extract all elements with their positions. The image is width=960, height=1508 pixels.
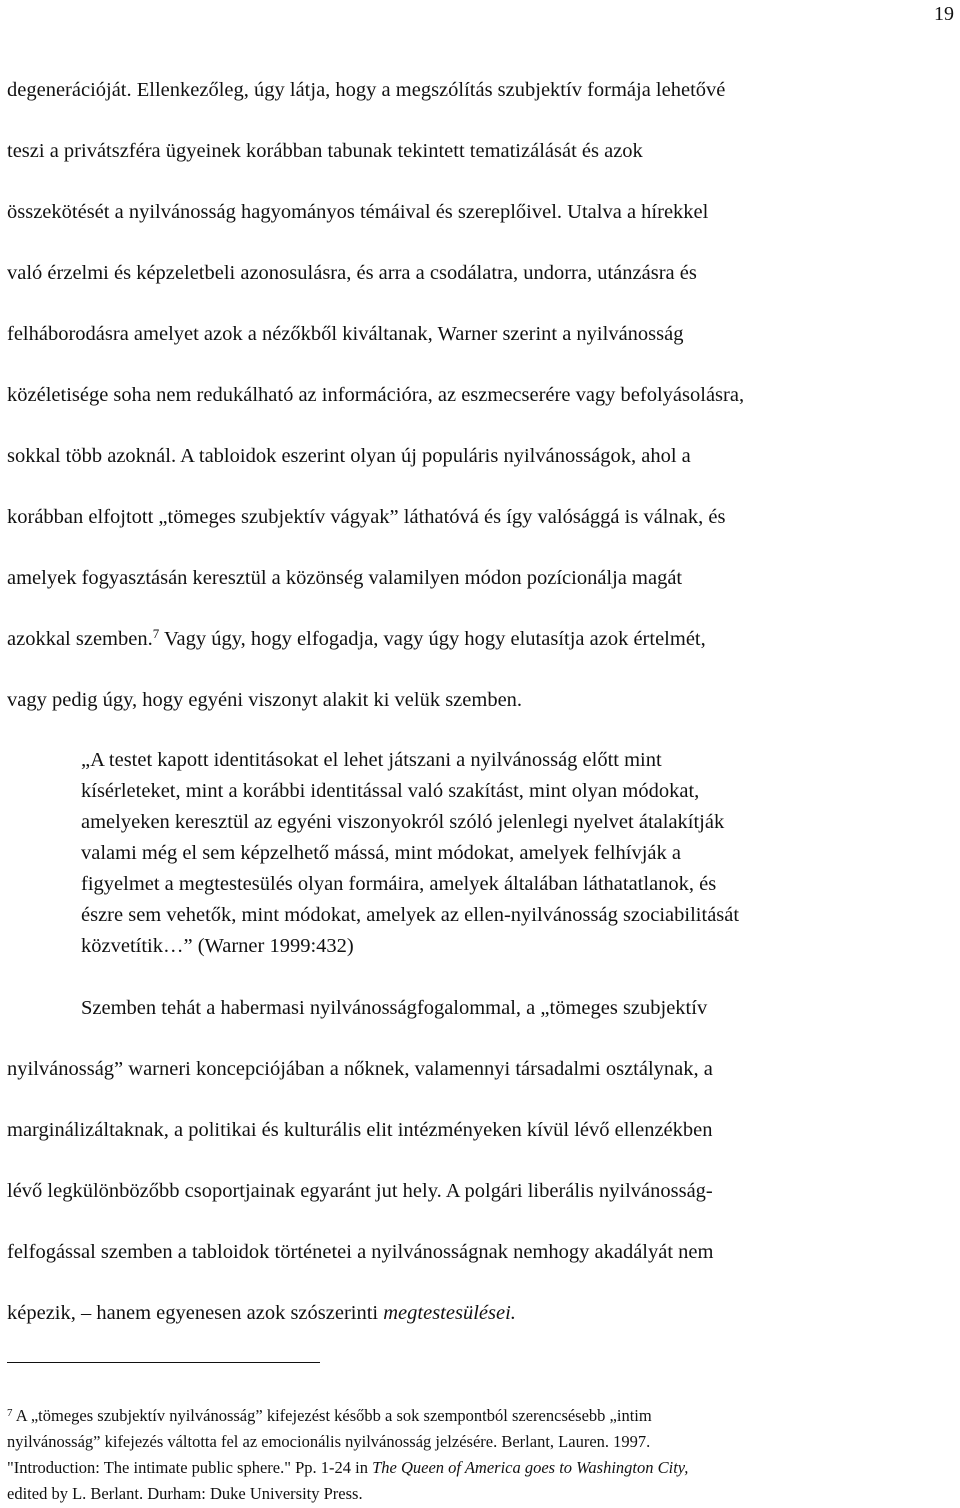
paragraph-line: felfogással szemben a tabloidok történetei a nyilvánosságnak nemhogy akadályát nem	[7, 1241, 714, 1263]
footnote-text: "Introduction: The intimate public sphere." Pp. 1-24 in	[7, 1458, 373, 1477]
paragraph-text: Vagy úgy, hogy elfogadja, vagy úgy hogy elutasítja azok értelmét,	[159, 628, 706, 650]
paragraph-text: azokkal szemben.	[7, 628, 153, 650]
paragraph-text: képezik, – hanem egyenesen azok szószerinti	[7, 1302, 384, 1324]
block-quote	[81, 745, 739, 962]
paragraph-line: való érzelmi és képzeletbeli azonosulásra, és arra a csodálatra, undorra, utánzásra és	[7, 262, 697, 284]
book-title: The Queen of America goes to Washington City,	[372, 1458, 689, 1477]
quote-line: észre sem vehetők, mint módokat, amelyek az ellen-nyilvánosság szociabilitását	[81, 904, 740, 926]
paragraph-line-with-footnote-ref	[7, 609, 959, 670]
quote-line: „A testet kapott identitásokat el lehet játszani a nyilvánosság előtt mint	[81, 749, 662, 771]
footnote-separator	[7, 1362, 320, 1363]
footnote	[7, 1403, 688, 1507]
paragraph-1	[7, 60, 959, 731]
footnote-text: A „tömeges szubjektív nyilvánosság” kifejezést később a sok szempontból szerencsésebb „intim	[12, 1406, 652, 1425]
footnote-line: edited by L. Berlant. Durham: Duke University Press.	[7, 1484, 363, 1503]
paragraph-line: összekötését a nyilvánosság hagyományos témáival és szereplőivel. Utalva a hírekkel	[7, 201, 709, 223]
page-number: 19	[934, 3, 954, 25]
paragraph-2	[7, 978, 959, 1344]
emphasized-term: megtestesülései.	[383, 1302, 516, 1324]
footnote-line	[7, 1455, 688, 1481]
footnote-marker: 7	[7, 1407, 13, 1419]
paragraph-line: korábban elfojtott „tömeges szubjektív vágyak” láthatóvá és így valósággá is válnak, és	[7, 506, 726, 528]
paragraph-line: degenerációját. Ellenkezőleg, úgy látja, hogy a megszólítás szubjektív formája lehetővé	[7, 79, 726, 101]
paragraph-line: felháborodásra amelyet azok a nézőkből kiváltanak, Warner szerint a nyilvánosság	[7, 323, 684, 345]
paragraph-line: sokkal több azoknál. A tabloidok eszerint olyan új populáris nyilvánosságok, ahol a	[7, 445, 691, 467]
paragraph-line: teszi a privátszféra ügyeinek korábban tabunak tekintett tematizálását és azok	[7, 140, 643, 162]
paragraph-line: marginálizáltaknak, a politikai és kulturális elit intézményeken kívül lévő ellenzékben	[7, 1119, 713, 1141]
quote-line: amelyeken keresztül az egyéni viszonyokról szóló jelenlegi nyelvet átalakítják	[81, 811, 725, 833]
footnote-reference[interactable]: 7	[152, 626, 160, 641]
quote-line: figyelmet a megtestesülés olyan formáira, amelyek általában láthatatlanok, és	[81, 873, 717, 895]
quote-line: valami még el sem képzelhető mássá, mint módokat, amelyek felhívják a	[81, 842, 682, 864]
paragraph-line	[7, 1283, 959, 1344]
paragraph-line: nyilvánosság” warneri koncepciójában a nőknek, valamennyi társadalmi osztálynak, a	[7, 1058, 713, 1080]
footnote-line	[7, 1403, 688, 1429]
paragraph-line: lévő legkülönbözőbb csoportjainak egyaránt jut hely. A polgári liberális nyilvánosság-	[7, 1180, 713, 1202]
quote-line: kísérleteket, mint a korábbi identitással való szakítást, mint olyan módokat,	[81, 780, 700, 802]
quote-line: közvetítik…” (Warner 1999:432)	[81, 935, 354, 957]
footnote-line: nyilvánosság” kifejezés váltotta fel az emocionális nyilvánosság jelzésére. Berlant, Lauren. 1997.	[7, 1432, 651, 1451]
paragraph-line: Szemben tehát a habermasi nyilvánosságfogalommal, a „tömeges szubjektív	[81, 997, 708, 1019]
paragraph-line: amelyek fogyasztásán keresztül a közönség valamilyen módon pozícionálja magát	[7, 567, 683, 589]
paragraph-line: közéletisége soha nem redukálható az információra, az eszmecserére vagy befolyásolásra,	[7, 384, 745, 406]
paragraph-line: vagy pedig úgy, hogy egyéni viszonyt alakit ki velük szemben.	[7, 689, 523, 711]
